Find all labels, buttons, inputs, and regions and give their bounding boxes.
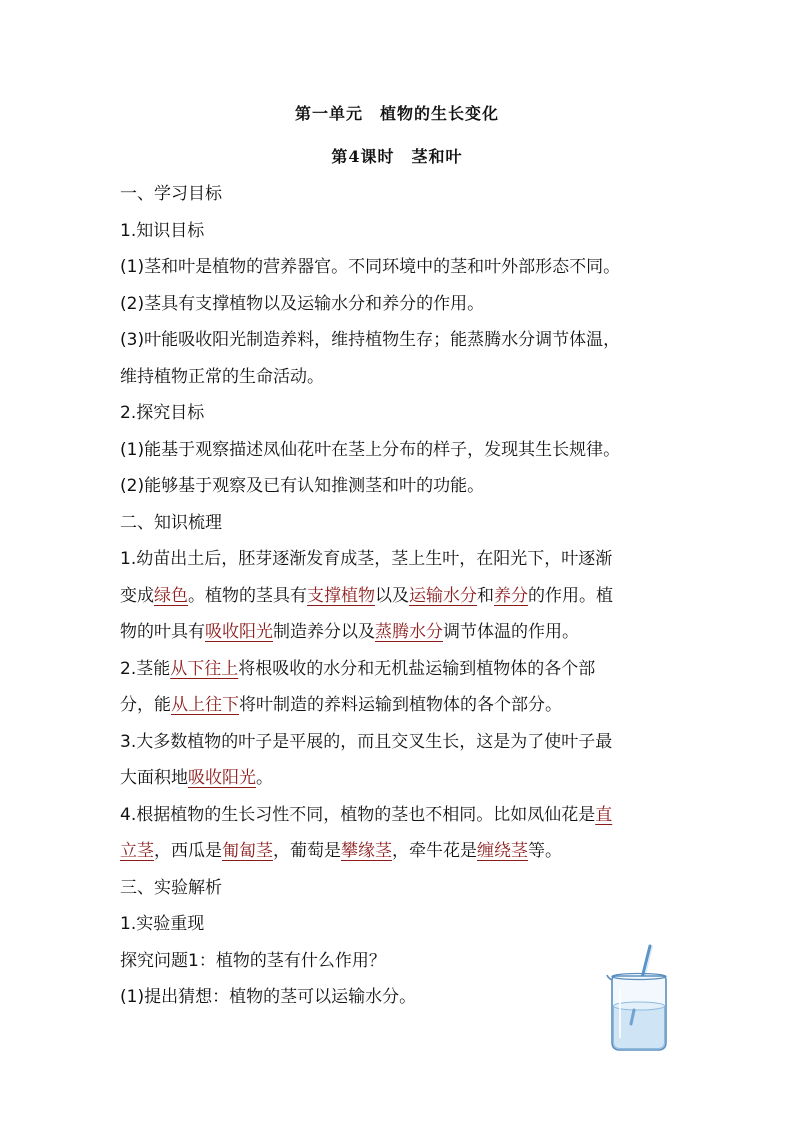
text: 将叶制造的养料运输到植物体的各个部分。	[239, 695, 562, 715]
text: 分，能	[120, 695, 171, 715]
text: 调节体温的作用。	[443, 622, 579, 642]
answer: 从下往上	[170, 658, 239, 679]
lesson-title: 第4课时 茎和叶	[331, 147, 463, 166]
answer: 缠绕茎	[477, 841, 528, 861]
section-heading: 二、知识梳理	[120, 512, 222, 533]
knowledge-item: (2)茎具有支撑植物以及运输水分和养分的作用。	[120, 293, 485, 314]
question-step: (1)提出猜想：植物的茎可以运输水分。	[120, 987, 417, 1007]
paragraph-line	[120, 541, 670, 578]
paragraph-line	[120, 724, 670, 761]
unit-title: 第一单元 植物的生长变化	[294, 104, 499, 123]
text: ，牵牛花是	[392, 841, 477, 861]
paragraph-line	[120, 614, 670, 651]
section-heading: 三、实验解析	[120, 877, 222, 898]
answer: 蒸腾水分	[375, 622, 443, 642]
answer: 养分	[494, 585, 528, 606]
answer: 攀缘茎	[341, 841, 392, 861]
answer: 支撑植物	[307, 585, 375, 606]
text: 制造养分以及	[273, 622, 375, 642]
answer: 运输水分	[409, 585, 477, 606]
knowledge-item: (3)叶能吸收阳光制造养料，维持植物生存；能蒸腾水分调节体温，	[120, 330, 621, 350]
answer: 吸收阳光	[188, 768, 256, 788]
answer: 直	[595, 804, 613, 825]
text: ，葡萄是	[273, 841, 341, 861]
text: 。	[256, 768, 273, 788]
answer: 匍匐茎	[222, 841, 273, 861]
question: 探究问题1：植物的茎有什么作用？	[120, 950, 386, 971]
paragraph-line	[120, 578, 670, 615]
text: 4.根据植物的生长习性不同，植物的茎也不相同。比如凤仙花是	[120, 804, 596, 825]
answer: 绿色	[154, 585, 188, 606]
text: 将根吸收的水分和无机盐运输到植物体的各个部	[238, 658, 596, 679]
text: 大面积地	[120, 768, 188, 788]
paragraph-line	[120, 651, 670, 688]
text: 以及	[375, 585, 409, 606]
beaker-with-glass-rod-icon	[598, 940, 678, 1055]
subsection-heading: 2.探究目标	[120, 403, 205, 423]
text: 物的叶具有	[120, 622, 205, 642]
text: 3.大多数植物的叶子是平展的，而且交叉生长，这是为了使叶子最	[120, 731, 613, 752]
subsection-heading: 1.实验重现	[120, 914, 205, 934]
document-body	[120, 176, 670, 1016]
knowledge-item: (1)茎和叶是植物的营养器官。不同环境中的茎和叶外部形态不同。	[120, 257, 621, 277]
answer: 吸收阳光	[205, 622, 273, 642]
paragraph-line	[120, 687, 670, 724]
answer: 立茎	[120, 841, 154, 861]
paragraph-line	[120, 760, 670, 797]
paragraph-line	[120, 833, 670, 870]
knowledge-item-cont: 维持植物正常的生命活动。	[120, 366, 324, 387]
subsection-heading: 1.知识目标	[120, 220, 205, 241]
paragraph-line	[120, 797, 670, 834]
text: ，西瓜是	[154, 841, 222, 861]
text: 的作用。植	[528, 585, 613, 606]
section-heading: 一、学习目标	[120, 184, 222, 204]
inquiry-item: (2)能够基于观察及已有认知推测茎和叶的功能。	[120, 476, 485, 496]
text: 和	[477, 585, 494, 606]
text: 等。	[528, 841, 562, 861]
text: 2.茎能	[120, 658, 171, 679]
inquiry-item: (1)能基于观察描述凤仙花叶在茎上分布的样子，发现其生长规律。	[120, 439, 621, 460]
answer: 从上往下	[171, 695, 239, 715]
text: 。植物的茎具有	[188, 585, 307, 606]
text: 变成	[120, 585, 154, 606]
text: 1.幼苗出土后，胚芽逐渐发育成茎，茎上生叶，在阳光下，叶逐渐	[120, 549, 613, 569]
